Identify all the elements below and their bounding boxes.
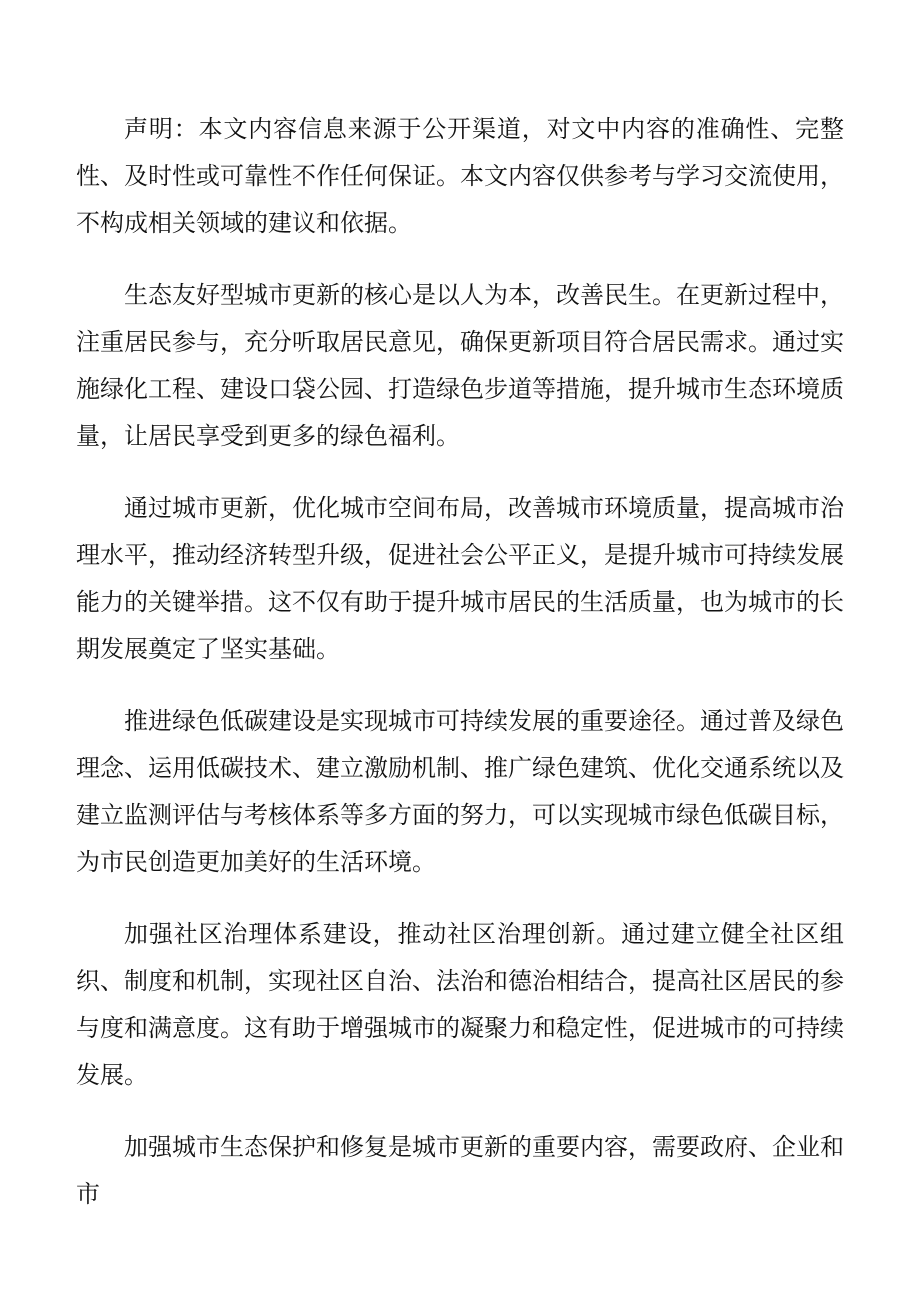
disclaimer-paragraph: 声明：本文内容信息来源于公开渠道，对文中内容的准确性、完整性、及时性或可靠性不作任何保证。本文内容仅供参考与学习交流使用，不构成相关领域的建议和依据。 bbox=[76, 115, 844, 237]
body-paragraph: 通过城市更新，优化城市空间布局，改善城市环境质量，提高城市治理水平，推动经济转型升级，促进社会公平正义，是提升城市可持续发展能力的关键举措。这不仅有助于提升城市居民的生活质量，也为城市的长期发展奠定了坚实基础。 bbox=[76, 494, 844, 663]
body-paragraph: 加强城市生态保护和修复是城市更新的重要内容，需要政府、企业和市 bbox=[76, 1133, 844, 1208]
body-paragraph: 推进绿色低碳建设是实现城市可持续发展的重要途径。通过普及绿色理念、运用低碳技术、建立激励机制、推广绿色建筑、优化交通系统以及建立监测评估与考核体系等多方面的努力，可以实现城市绿色低碳目标，为市民创造更加美好的生活环境。 bbox=[76, 707, 844, 876]
body-paragraph: 生态友好型城市更新的核心是以人为本，改善民生。在更新过程中，注重居民参与，充分听取居民意见，确保更新项目符合居民需求。通过实施绿化工程、建设口袋公园、打造绿色步道等措施，提升城市生态环境质量，让居民享受到更多的绿色福利。 bbox=[76, 281, 844, 450]
body-paragraph: 加强社区治理体系建设，推动社区治理创新。通过建立健全社区组织、制度和机制，实现社区自治、法治和德治相结合，提高社区居民的参与度和满意度。这有助于增强城市的凝聚力和稳定性，促进城市的可持续发展。 bbox=[76, 920, 844, 1089]
document-body bbox=[76, 106, 844, 1243]
